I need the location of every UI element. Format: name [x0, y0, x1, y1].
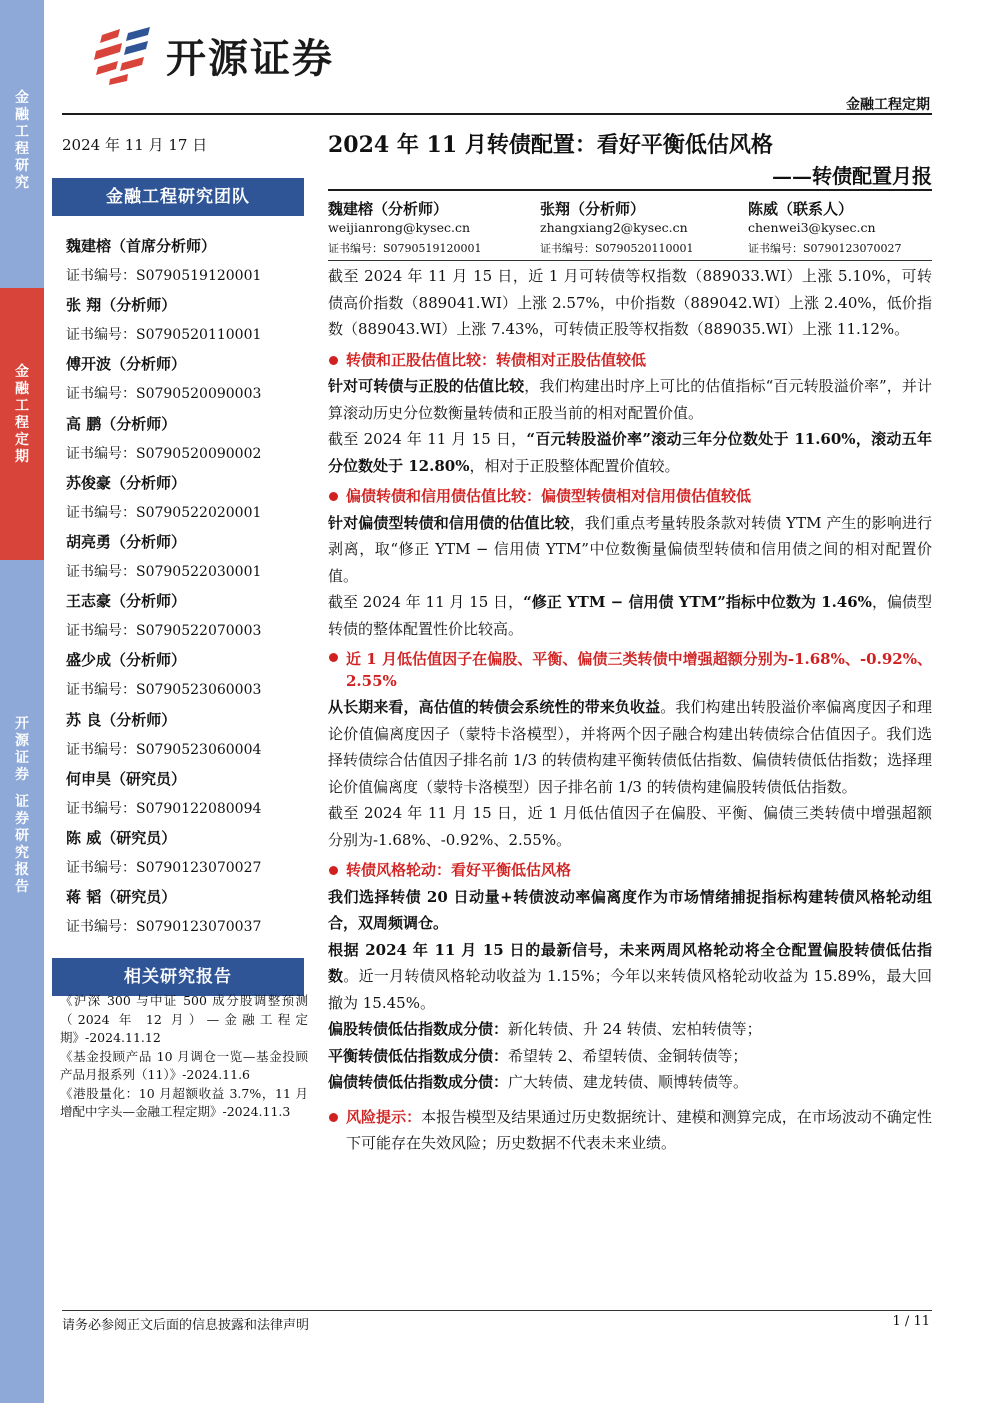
- text: 。近一月转债风格轮动收益为 1.15%；今年以来转债风格轮动收益为 15.89%，最大回撤为 15.45%。: [328, 967, 932, 1012]
- bold-text: 偏债转债低估指数成分债：: [328, 1073, 509, 1091]
- paragraph: [328, 510, 932, 590]
- strip-top-text: [0, 90, 44, 192]
- team-member: [66, 291, 304, 350]
- strip-char: 告: [15, 879, 29, 895]
- text: 截至 2024 年 11 月 15 日，: [328, 430, 527, 448]
- author-name: 张翔（分析师）: [540, 200, 646, 218]
- paragraph: [328, 589, 932, 642]
- author-name: 陈威（联系人）: [748, 200, 854, 218]
- team-member-cert: 证书编号：S0790522020001: [66, 504, 262, 521]
- team-member: [66, 587, 304, 646]
- team-member-name: 王志豪（分析师）: [66, 592, 187, 611]
- strip-mid-text: [0, 364, 44, 466]
- team-member-name: 盛少成（分析师）: [66, 651, 187, 670]
- side-strip: [0, 0, 44, 1403]
- bold-text: 从长期来看，高估值的转债会系统性的带来负收益: [328, 698, 661, 716]
- paragraph: [328, 694, 932, 800]
- paragraph: [328, 373, 932, 426]
- team-member-name: 苏 良（分析师）: [66, 710, 177, 729]
- author-cert: 证书编号：S0790519120001: [328, 242, 482, 255]
- team-member-name: 蒋 韬（研究员）: [66, 888, 177, 907]
- strip-char: 程: [15, 141, 29, 157]
- team-member-name: 傅开波（分析师）: [66, 355, 187, 374]
- text: ，相对于正股整体配置价值较。: [469, 456, 680, 475]
- text: 广大转债、建龙转债、顺博转债等。: [508, 1073, 749, 1091]
- related-heading: 相关研究报告: [52, 958, 304, 996]
- author-cert: 证书编号：S0790520110001: [540, 242, 694, 255]
- paragraph: [328, 884, 932, 937]
- team-member: [66, 350, 304, 409]
- footer-divider: [62, 1310, 932, 1311]
- report-body: [328, 263, 932, 1157]
- team-member: [66, 883, 304, 942]
- risk-label: 风险提示：: [346, 1107, 422, 1126]
- strip-char: 工: [15, 398, 29, 414]
- team-member: [66, 232, 304, 291]
- logo-mark-icon: [88, 25, 158, 85]
- bold-text: 我们选择转债 20 日动量+转债波动率偏离度作为市场情绪捕捉指标构建转债风格轮动组合，双周频调仓。: [328, 887, 932, 932]
- author-block: [328, 198, 528, 256]
- text: 截至 2024 年 11 月 15 日，: [328, 593, 524, 611]
- strip-char: 券: [15, 811, 29, 827]
- bold-text: 针对可转债与正股的估值比较: [328, 377, 525, 395]
- strip-char: 金: [15, 364, 29, 380]
- constituents-line: [328, 1043, 932, 1070]
- author-name: 魏建榕（分析师）: [328, 200, 449, 218]
- intro-paragraph: 截至 2024 年 11 月 15 日，近 1 月可转债等权指数（889033.WI）上涨 5.10%，可转债高价指数（889041.WI）上涨 2.57%，中价指数（889042.WI）上涨 2.40%，低价指数（889043.WI）上涨 7.43%，可转债正股等权指数（889035.WI）上涨 11.12%。: [328, 267, 932, 338]
- strip-char: 开: [15, 716, 29, 732]
- title-divider: [328, 189, 932, 191]
- author-email[interactable]: weijianrong@kysec.cn: [328, 220, 470, 235]
- team-member: [66, 410, 304, 469]
- header-divider: [62, 113, 932, 115]
- team-member-cert: 证书编号：S0790522070003: [66, 623, 262, 640]
- team-member: [66, 765, 304, 824]
- team-member: [66, 528, 304, 587]
- related-reports-list: [60, 992, 308, 1122]
- constituents-line: [328, 1069, 932, 1096]
- footer-disclaimer: 请务必参阅正文后面的信息披露和法律声明: [62, 1318, 310, 1333]
- team-member-cert: 证书编号：S0790520110001: [66, 327, 262, 344]
- team-heading: 金融工程研究团队: [52, 178, 304, 216]
- bold-text: “修正 YTM − 信用债 YTM”指标中位数为 1.46%: [523, 593, 872, 611]
- company-logo: [88, 22, 334, 88]
- section-heading-text: 偏债转债和信用债估值比较：偏债型转债相对信用债估值较低: [346, 487, 752, 505]
- related-report-link[interactable]: 《沪深 300 与中证 500 成分股调整预测（2024 年 12 月）—金融工程定期》-2024.11.12: [60, 993, 308, 1045]
- team-member-cert: 证书编号：S0790122080094: [66, 800, 262, 817]
- strip-char: 期: [15, 449, 29, 465]
- team-member-cert: 证书编号：S0790520090002: [66, 445, 262, 462]
- team-member-cert: 证书编号：S0790520090003: [66, 386, 262, 403]
- text: ，我们构建出时序上可比的估值指标“百元转股溢价率”，并计算滚动历史分位数衡量转债和正股当前的相对配置价值。: [328, 377, 932, 422]
- section-heading: [328, 646, 932, 694]
- team-member-name: 魏建榕（首席分析师）: [66, 237, 217, 255]
- team-member-name: 何申昊（研究员）: [66, 769, 187, 788]
- risk-text: 本报告模型及结果通过历史数据统计、建模和测算完成，在市场波动不确定性下可能存在失效风险；历史数据不代表未来业绩。: [346, 1107, 932, 1152]
- strip-char: 究: [15, 175, 29, 191]
- section-heading-text: 近 1 月低估值因子在偏股、平衡、偏债三类转债中增强超额分别为-1.68%、-0.92%、2.55%: [346, 650, 932, 690]
- team-member: [66, 646, 304, 705]
- author-divider: [328, 260, 932, 261]
- bold-text: 根据 2024 年 11 月 15 日的最新信号，未来两周风格轮动将全仓配置偏股转债低估指数: [328, 940, 932, 985]
- author-cert: 证书编号：S0790123070027: [748, 242, 902, 255]
- risk-warning: [328, 1104, 932, 1157]
- bullet-icon: [329, 1113, 338, 1122]
- bold-text: 偏股转债低估指数成分债：: [328, 1020, 509, 1038]
- team-member: [66, 824, 304, 883]
- strip-char: 证: [15, 750, 29, 766]
- bullet-icon: [329, 866, 338, 875]
- strip-char: 金: [15, 90, 29, 106]
- text: ，偏债型转债的整体配置性价比较高。: [328, 593, 932, 638]
- bullet-icon: [329, 356, 338, 365]
- author-block: [540, 198, 740, 256]
- text: ，我们重点考量转股条款对转债 YTM 产生的影响进行剥离，取“修正 YTM − 信用债 YTM”中位数衡量偏债型转债和信用债之间的相对配置价值。: [328, 513, 932, 585]
- section-heading: [328, 483, 932, 510]
- team-member-cert: 证书编号：S0790519120001: [66, 268, 262, 284]
- section-heading: [328, 857, 932, 884]
- section-heading-text: 转债风格轮动：看好平衡低估风格: [346, 861, 572, 879]
- author-email[interactable]: zhangxiang2@kysec.cn: [540, 220, 688, 235]
- team-member-cert: 证书编号：S0790123070037: [66, 919, 262, 936]
- page-number: 1 / 11: [892, 1314, 930, 1329]
- team-list: [66, 232, 304, 942]
- report-subtitle: ——转债配置月报: [772, 164, 932, 188]
- team-member-name: 胡亮勇（分析师）: [66, 532, 187, 551]
- bold-text: 平衡转债低估指数成分债：: [328, 1046, 509, 1065]
- team-member: [66, 469, 304, 528]
- strip-char: 融: [15, 381, 29, 397]
- strip-char: 研: [15, 158, 29, 174]
- strip-char: 报: [15, 862, 29, 878]
- report-date: 2024 年 11 月 17 日: [62, 136, 208, 154]
- related-report-link[interactable]: 《基金投顾产品 10 月调仓一览—基金投顾产品月报系列（11）》-2024.11.6: [60, 1048, 308, 1082]
- report-title: 2024 年 11 月转债配置：看好平衡低估风格: [328, 132, 773, 158]
- team-member-cert: 证书编号：S0790523060004: [66, 741, 262, 758]
- strip-char: 工: [15, 124, 29, 140]
- paragraph: [328, 426, 932, 479]
- logo-text: 开源证券: [166, 35, 334, 82]
- team-member-name: 高 鹏（分析师）: [66, 414, 177, 433]
- team-member-name: 陈 威（研究员）: [66, 828, 177, 847]
- author-block: [748, 198, 948, 256]
- strip-char: 研: [15, 828, 29, 844]
- strip-char: 源: [15, 733, 29, 749]
- bullet-icon: [329, 492, 338, 501]
- section-heading-text: 转债和正股估值比较：转债相对正股估值较低: [346, 350, 647, 369]
- strip-char: 定: [15, 432, 29, 448]
- bold-text: 针对偏债型转债和信用债的估值比较: [328, 513, 570, 532]
- constituents-line: [328, 1016, 932, 1043]
- text: 。我们构建出转股溢价率偏离度因子和理论价值偏离度因子（蒙特卡洛模型），并将两个因子融合构建出转债综合估值因子。我们选择转债综合估值因子排名前 1/3 的转债构建平衡转债低估指数、偏债转债低估指数；选择理论价值偏离度（蒙特卡洛模型）因子排名前 1/3 的转债构建偏股转债低估指数。: [328, 698, 932, 796]
- section-heading: [328, 347, 932, 374]
- text: 新化转债、升 24 转债、宏柏转债等；: [508, 1020, 762, 1038]
- team-member: [66, 706, 304, 765]
- strip-spacer: [0, 784, 44, 794]
- team-member-name: 张 翔（分析师）: [66, 296, 177, 315]
- bullet-icon: [329, 653, 338, 662]
- related-report-link[interactable]: 《港股量化：10 月超额收益 3.7%，11 月增配中字头—金融工程定期》-2024.11.3: [60, 1085, 308, 1119]
- paragraph: 截至 2024 年 11 月 15 日，近 1 月低估值因子在偏股、平衡、偏债三类转债中增强超额分别为-1.68%、-0.92%、2.55%。: [328, 804, 932, 849]
- strip-char: 究: [15, 845, 29, 861]
- author-email[interactable]: chenwei3@kysec.cn: [748, 220, 876, 235]
- strip-char: 程: [15, 415, 29, 431]
- section-tag: 金融工程定期: [846, 97, 930, 113]
- strip-char: 融: [15, 107, 29, 123]
- text: 希望转 2、希望转债、金铜转债等；: [508, 1046, 748, 1065]
- team-member-cert: 证书编号：S0790123070027: [66, 859, 262, 876]
- team-member-cert: 证书编号：S0790522030001: [66, 563, 262, 580]
- paragraph: [328, 937, 932, 1017]
- team-member-cert: 证书编号：S0790523060003: [66, 682, 262, 699]
- bold-text: “百元转股溢价率”滚动三年分位数处于 11.60%，滚动五年分位数处于 12.80%: [328, 430, 932, 475]
- strip-char: 券: [15, 767, 29, 783]
- strip-char: 证: [15, 794, 29, 810]
- strip-bottom-text: [0, 716, 44, 896]
- team-member-name: 苏俊豪（分析师）: [66, 473, 187, 492]
